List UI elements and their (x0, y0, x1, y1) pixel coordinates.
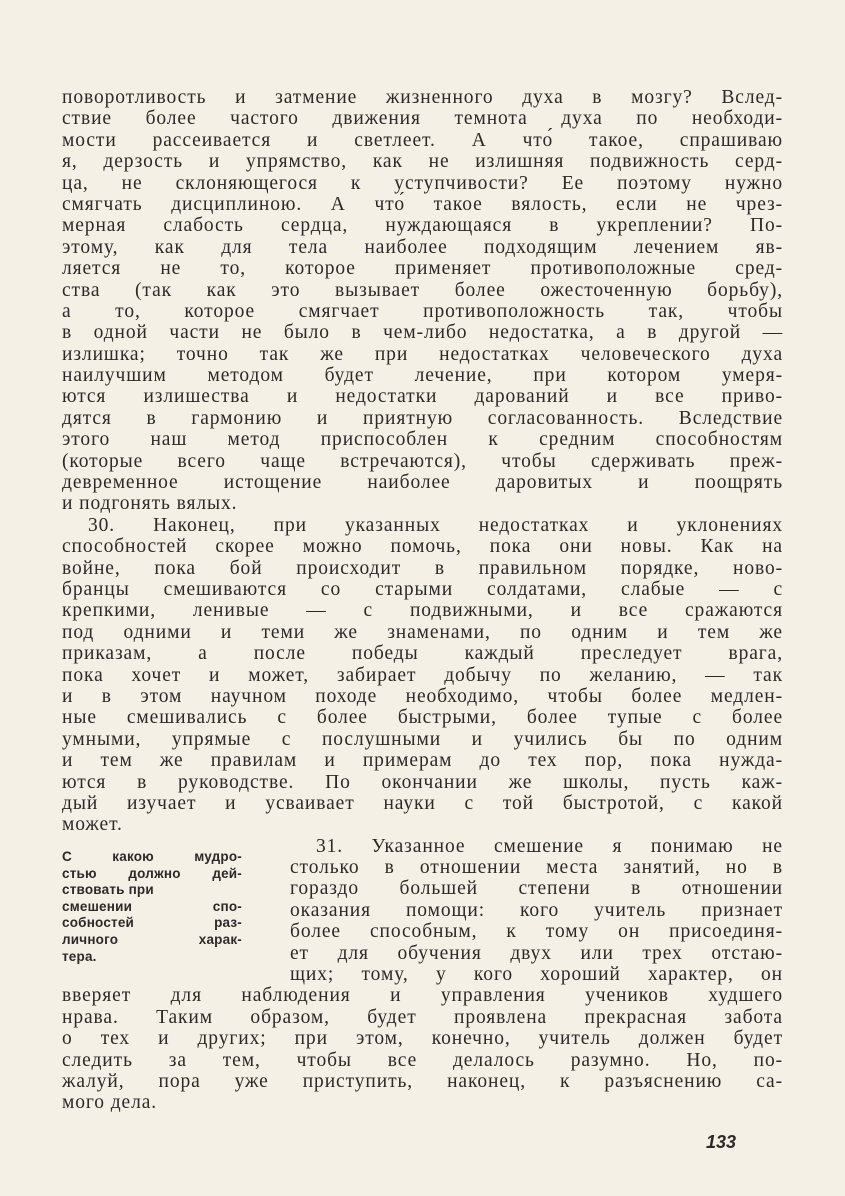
text-line: следить за тем, чтобы все делалось разумно. Но, по- (62, 1049, 783, 1071)
text-line: о тех и других; при этом, конечно, учитель должен будет (62, 1028, 783, 1050)
margin-note (62, 849, 242, 965)
text-line: излишка; точно так же при недостатках человеческого духа (62, 343, 783, 365)
text-line: дый изучает и усваивает науки с той быстротой, с какой (62, 792, 783, 814)
text-line: ствие более частого движения темнота духа по необходи- (62, 108, 783, 130)
text-line: щих; тому, у кого хороший характер, он (290, 964, 783, 986)
text-line: мерная слабость сердца, нуждающаяся в укреплении? По- (62, 215, 783, 237)
text-line: ца, не склоняющегося к уступчивости? Ее поэтому нужно (62, 172, 783, 194)
text-line: и подгонять вялых. (62, 493, 238, 515)
text-line: мости рассеивается и светлеет. А что́ такое, спрашиваю (62, 129, 783, 151)
text-line: ются в руководстве. По окончании же школы, пусть каж- (62, 771, 783, 793)
margin-note-line: личного харак- (62, 931, 242, 947)
text-line: смягчать дисциплиною. А что́ такое вялость, если не чрез- (62, 193, 783, 215)
text-line: пока хочет и может, забирает добычу по желанию, — так (62, 664, 783, 686)
text-line: ются излишества и недостатки дарований и все приво- (62, 386, 783, 408)
text-line: в одной части не было в чем-либо недостатка, а в другой — (62, 322, 783, 344)
text-line: (которые всего чаще встречаются), чтобы сдерживать преж- (62, 450, 783, 472)
page-number: 133 (706, 1132, 737, 1152)
margin-note-line: тера. (62, 948, 97, 964)
margin-note-line: стью должно дей- (62, 865, 242, 881)
text-line: войне, пока бой происходит в правильном порядке, ново- (62, 557, 783, 579)
text-line: этому, как для тела наиболее подходящим лечением яв- (62, 236, 783, 258)
text-line: 30. Наконец, при указанных недостатках и уклонениях (88, 514, 783, 536)
text-line: бранцы смешиваются со старыми солдатами, слабые — с (62, 578, 783, 600)
text-line: более способным, к тому он присоединя- (290, 921, 783, 943)
text-line: ет для обучения двух или трех отстаю- (290, 942, 783, 964)
text-line: девременное истощение наиболее даровитых и поощрять (62, 472, 783, 494)
text-line: крепкими, ленивые — с подвижными, и все сражаются (62, 600, 783, 622)
text-line: под одними и теми же знаменами, по одним и тем же (62, 621, 783, 643)
text-line: приказам, а после победы каждый преследует врага, (62, 643, 783, 665)
margin-note-line: ствовать при (62, 882, 154, 898)
text-line: умными, упрямые с послушными и учились бы по одним (62, 728, 783, 750)
text-line: 31. Указанное смешение я понимаю не (316, 835, 783, 857)
text-line: а то, которое смягчает противоположность так, чтобы (62, 300, 783, 322)
text-line: столько в отношении места занятий, но в (290, 857, 783, 879)
text-line: ные смешивались с более быстрыми, более тупые с более (62, 707, 783, 729)
text-line: жалуй, пора уже приступить, наконец, к разъяснению са- (62, 1070, 783, 1092)
text-line: ляется не то, которое применяет противоположные сред- (62, 258, 783, 280)
text-line: оказания помощи: кого учитель признает (290, 899, 783, 921)
text-line: этого наш метод приспособлен к средним способностям (62, 429, 783, 451)
margin-note-line: С какою мудро- (62, 849, 242, 864)
text-line: наилучшим методом будет лечение, при котором умеря- (62, 365, 783, 387)
text-line: может. (62, 814, 123, 836)
text-line: и в этом научном походе необходимо, чтобы более медлен- (62, 685, 783, 707)
text-line: и тем же правилам и примерам до тех пор, пока нужда- (62, 750, 783, 772)
text-line: мого дела. (62, 1092, 158, 1114)
text-line: я, дерзость и упрямство, как не излишняя подвижность серд- (62, 151, 783, 173)
text-line: дятся в гармонию и приятную согласованность. Вследствие (62, 407, 783, 429)
text-line: нрава. Таким образом, будет проявлена прекрасная забота (62, 1006, 783, 1028)
text-line: гораздо большей степени в отношении (290, 878, 783, 900)
text-line: способностей скорее можно помочь, пока они новы. Как на (62, 536, 783, 558)
margin-note-line: собностей раз- (62, 915, 242, 931)
text-line: ства (так как это вызывает более ожесточенную борьбу), (62, 279, 783, 301)
text-line: вверяет для наблюдения и управления учеников худшего (62, 985, 783, 1007)
margin-note-line: смешении спо- (62, 898, 242, 914)
text-line: поворотливость и затмение жизненного духа в мозгу? Вслед- (62, 87, 783, 108)
